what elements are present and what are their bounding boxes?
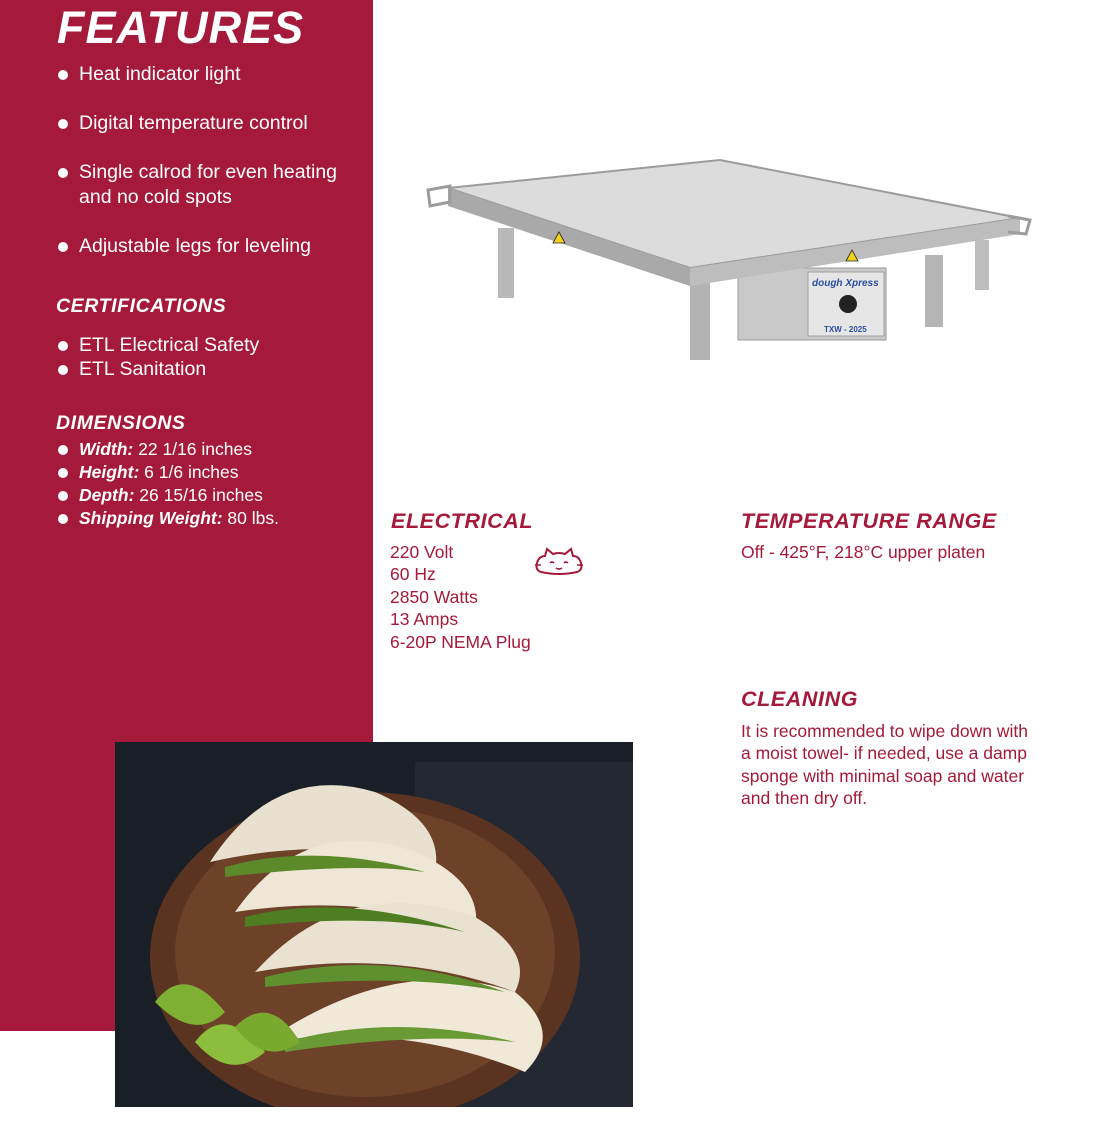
tacos-photo	[115, 742, 633, 1107]
temperature-knob	[839, 295, 857, 313]
model-label: TXW - 2025	[824, 325, 867, 334]
dimension-item: Shipping Weight: 80 lbs.	[57, 507, 279, 530]
feature-item: Single calrod for even heating and no cold spots	[57, 160, 337, 210]
electrical-title: ELECTRICAL	[391, 509, 534, 533]
dimension-item: Depth: 26 15/16 inches	[57, 484, 279, 507]
certification-item: ETL Sanitation	[57, 357, 259, 381]
electrical-line: 2850 Watts	[390, 586, 478, 607]
brand-label: dough Xpress	[812, 278, 879, 289]
electrical-line: 6-20P NEMA Plug	[390, 631, 531, 652]
dimension-item: Width: 22 1/16 inches	[57, 438, 279, 461]
temperature-text: Off - 425°F, 218°C upper platen	[741, 542, 986, 562]
heat-press-product-image	[420, 150, 1035, 365]
certifications-title: CERTIFICATIONS	[56, 295, 227, 317]
certification-item: ETL Electrical Safety	[57, 333, 259, 357]
leg	[690, 280, 710, 360]
cat-face-icon	[533, 546, 585, 576]
cleaning-text: It is recommended to wipe down with a moist towel- if needed, use a damp sponge with minimal soap and water and then dry off.	[741, 721, 1028, 809]
feature-item: Heat indicator light	[57, 62, 337, 87]
dimensions-title: DIMENSIONS	[56, 412, 186, 434]
electrical-specs	[390, 541, 531, 653]
electrical-line: 60 Hz	[390, 564, 436, 585]
cleaning-title: CLEANING	[741, 687, 859, 711]
features-list	[57, 62, 337, 283]
electrical-line: 220 Volt	[390, 542, 454, 562]
feature-item: Digital temperature control	[57, 111, 337, 136]
features-title: FEATURES	[57, 2, 305, 53]
leg	[498, 228, 514, 298]
platen-top	[448, 160, 1020, 268]
certifications-list	[57, 333, 259, 381]
leg	[925, 255, 943, 327]
feature-item: Adjustable legs for leveling	[57, 234, 337, 259]
left-handle	[428, 186, 450, 206]
leg	[975, 240, 989, 290]
dimensions-list	[57, 438, 279, 530]
temperature-title: TEMPERATURE RANGE	[741, 509, 997, 533]
electrical-line: 13 Amps	[390, 609, 459, 630]
dimension-item: Height: 6 1/6 inches	[57, 461, 279, 484]
